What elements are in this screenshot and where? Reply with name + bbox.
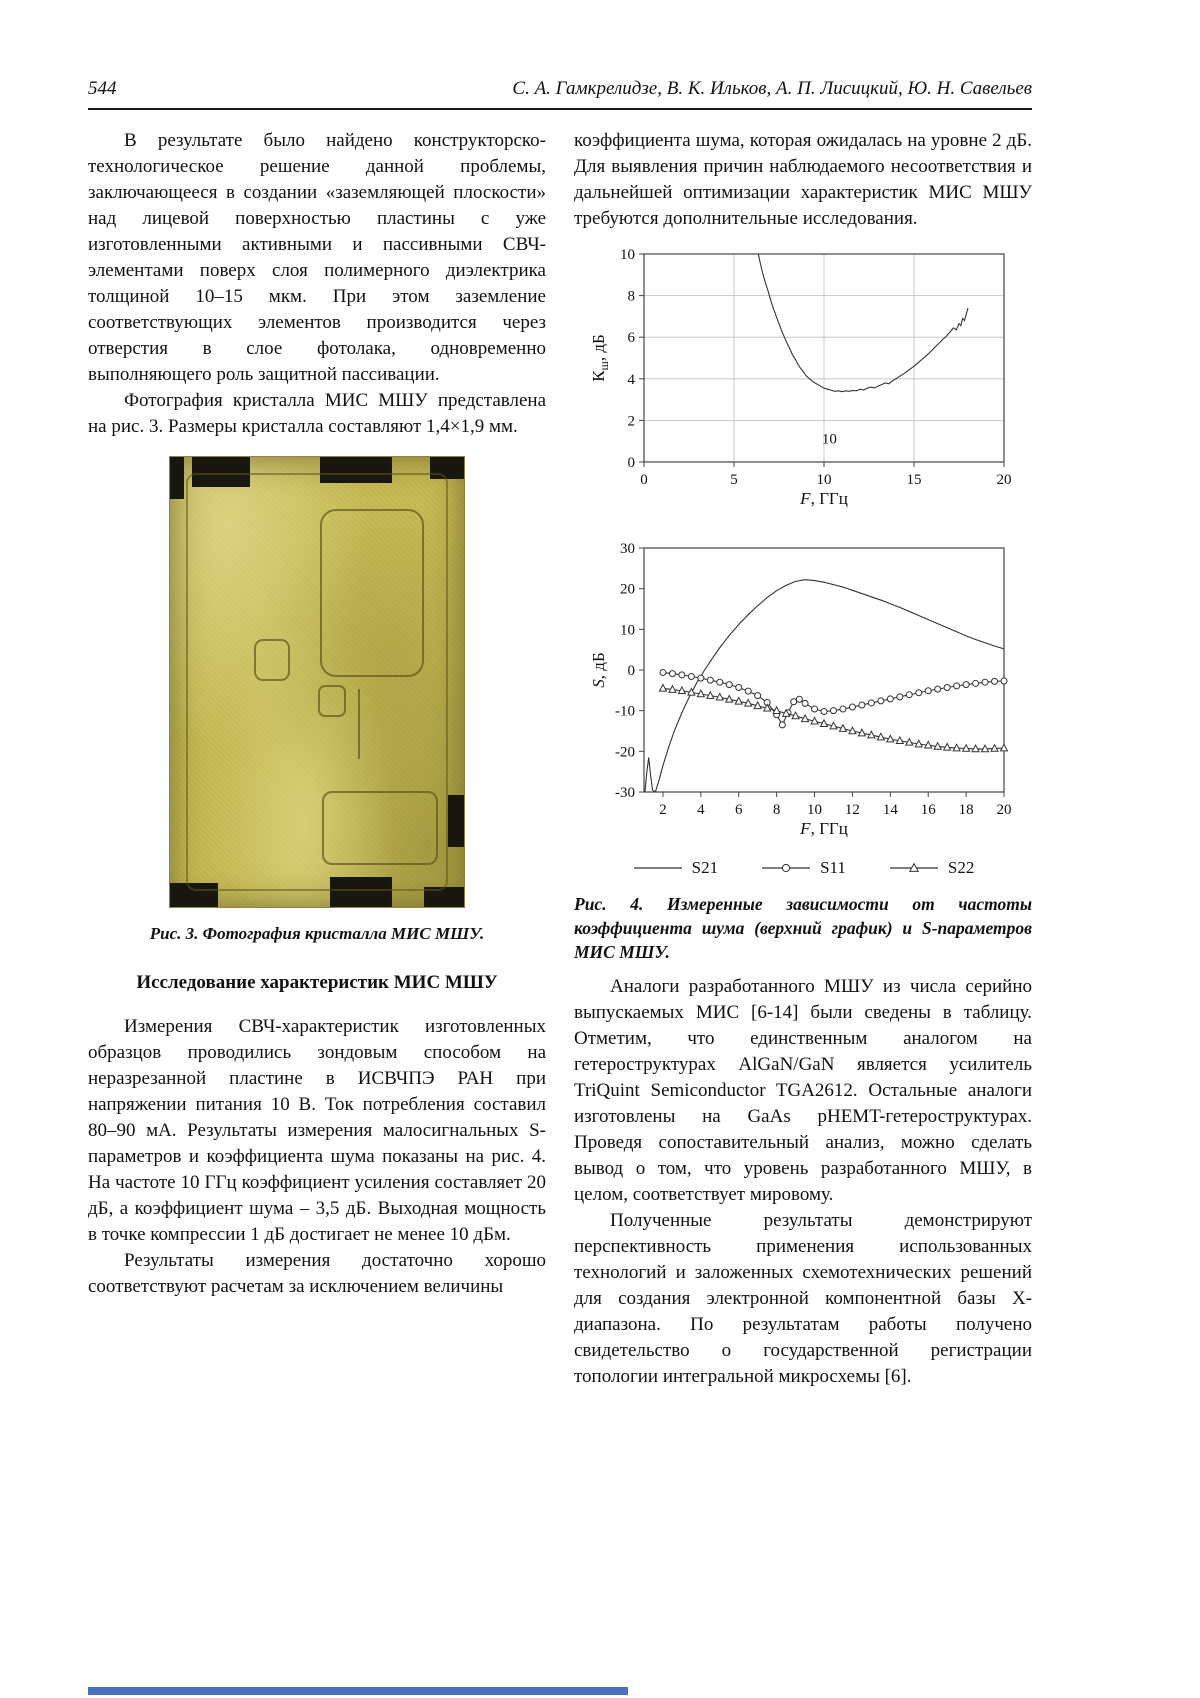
paragraph-solution: В результате было найдено конструкторско-технологическое решение данной проблемы, заключающееся в создании «заземляющей плоскости» над лицевой поверхностью пластины с уже изготовленными активными и пассивными СВЧ-элементами поверх слоя полимерного диэлектрика толщиной 10–15 мкм. При этом заземление соответствующих элементов производится через отверстия в слое фотолака, одновременно выполняющего роль защитной пассивации. xyxy=(88,130,546,385)
figure-3-caption: Рис. 3. Фотография кристалла МИС МШУ. xyxy=(149,924,485,943)
svg-text:10: 10 xyxy=(620,247,635,263)
chip-structure-outline xyxy=(254,639,290,681)
svg-text:4: 4 xyxy=(627,371,635,388)
figure-3 xyxy=(88,456,546,944)
svg-text:8: 8 xyxy=(627,288,635,305)
svg-text:S, дБ: S, дБ xyxy=(589,652,608,688)
svg-text:-20: -20 xyxy=(615,744,635,761)
svg-text:20: 20 xyxy=(996,802,1012,818)
svg-text:15: 15 xyxy=(906,472,922,488)
chip-structure-outline xyxy=(318,685,346,717)
figure-4-caption: Рис. 4. Измеренные зависимости от частоты коэффициента шума (верхний график) и S-параметров МИС МШУ. xyxy=(574,894,1032,962)
svg-text:12: 12 xyxy=(844,802,860,818)
paragraph-noise-continuation: коэффициента шума, которая ожидалась на уровне 2 дБ. Для выявления причин наблюдаемого несоответствия и дальнейшей оптимизации характеристик МИС МШУ требуются дополнительные исследования. xyxy=(574,130,1032,229)
svg-text:F, ГГц: F, ГГц xyxy=(800,819,848,838)
svg-text:6: 6 xyxy=(627,330,635,347)
page-header xyxy=(88,78,1032,110)
svg-text:Кш, дБ: $К_ш$, дБ xyxy=(589,334,611,382)
legend-item-s21 xyxy=(632,858,718,878)
legend-label: S21 xyxy=(691,858,719,877)
legend-marker-triangle-icon xyxy=(888,861,940,875)
svg-text:16: 16 xyxy=(920,802,936,818)
paragraph-photo-intro: Фотография кристалла МИС МШУ представлена на рис. 3. Размеры кристалла составляют 1,4×1,9 мм. xyxy=(88,390,546,437)
right-column xyxy=(574,128,1032,1390)
legend-label: S11 xyxy=(820,858,846,877)
svg-text:-10: -10 xyxy=(615,703,635,720)
svg-text:0: 0 xyxy=(640,472,648,488)
svg-text:4: 4 xyxy=(697,802,705,818)
left-column xyxy=(88,128,546,1390)
svg-text:2: 2 xyxy=(627,413,635,430)
legend-marker-line-icon xyxy=(632,861,684,875)
section-heading: Исследование характеристик МИС МШУ xyxy=(136,972,498,993)
svg-text:8: 8 xyxy=(772,802,781,818)
svg-text:0: 0 xyxy=(627,663,635,679)
svg-text:-30: -30 xyxy=(615,785,635,801)
paragraph-measurements: Измерения СВЧ-характеристик изготовленных образцов проводились зондовым способом на неразрезанной пластине в ИСВЧПЭ РАН при напряжении питания 10 В. Ток потребления составил 80–90 мА. Результаты измерения малосигнальных S-параметров и коэффициента шума показаны на рис. 4. На частоте 10 ГГц коэффициент усиления составляет 20 дБ, а коэффициент шума – 3,5 дБ. Выходная мощность в точке компрессии 1 дБ достигает не менее 10 дБм. xyxy=(88,1016,546,1245)
svg-text:10: 10 xyxy=(816,472,832,488)
svg-text:F, ГГц: F, ГГц xyxy=(800,489,848,508)
paragraph-conclusion: Полученные результаты демонстрируют перспективность применения использованных технологий и заложенных схемотехнических решений для создания электронной компонентной базы X-диапазона. По результатам работы получено свидетельство о государственной регистрации топологии интегральной микросхемы [6]. xyxy=(574,1210,1032,1387)
legend-marker-circle-icon xyxy=(760,861,812,875)
svg-text:10: 10 xyxy=(807,802,823,818)
svg-text:5: 5 xyxy=(730,472,738,488)
legend-label: S22 xyxy=(947,858,975,877)
svg-text:18: 18 xyxy=(958,802,974,818)
svg-text:20: 20 xyxy=(996,472,1012,488)
two-column-body xyxy=(88,128,1032,1390)
page-number: 544 xyxy=(88,78,117,99)
chart-legend xyxy=(574,858,1032,878)
running-authors: С. А. Гамкрелидзе, В. К. Ильков, А. П. Лисицкий, Ю. Н. Савельев xyxy=(512,78,1032,99)
chip-bond-pad xyxy=(448,795,464,847)
svg-text:6: 6 xyxy=(734,802,743,818)
svg-text:2: 2 xyxy=(659,802,667,818)
chip-trace xyxy=(358,689,360,759)
noise-figure-chart-svg xyxy=(588,242,1018,514)
svg-text:10: 10 xyxy=(821,431,837,448)
legend-item-s11 xyxy=(760,858,846,878)
chip-micrograph xyxy=(169,456,465,908)
chip-structure-outline xyxy=(320,509,424,677)
s-parameters-chart xyxy=(574,536,1032,844)
legend-item-s22 xyxy=(888,858,974,878)
s-parameters-chart-svg xyxy=(588,536,1018,844)
chip-structure-outline xyxy=(322,791,438,865)
svg-text:30: 30 xyxy=(620,541,635,557)
svg-text:0: 0 xyxy=(627,455,635,471)
chip-bond-pad xyxy=(170,457,184,499)
svg-text:14: 14 xyxy=(882,802,898,818)
svg-text:20: 20 xyxy=(620,581,635,598)
paragraph-analogs: Аналоги разработанного МШУ из числа серийно выпускаемых МИС [6-14] были сведены в таблицу. Отметим, что единственным аналогом на гетероструктурах AlGaN/GaN является усилитель TriQuint Semiconductor TGA2612. Остальные аналоги изготовлены на GaAs pHEMT-гетероструктурах. Проведя сопоставительный анализ, можно сделать вывод о том, что уровень разработанного МШУ, в целом, соответствует мировому. xyxy=(574,976,1032,1205)
noise-figure-chart xyxy=(574,242,1032,514)
svg-text:10: 10 xyxy=(620,622,635,639)
paragraph-results-intro: Результаты измерения достаточно хорошо соответствуют расчетам за исключением величины xyxy=(88,1250,546,1297)
footer-accent-bar xyxy=(88,1687,628,1695)
